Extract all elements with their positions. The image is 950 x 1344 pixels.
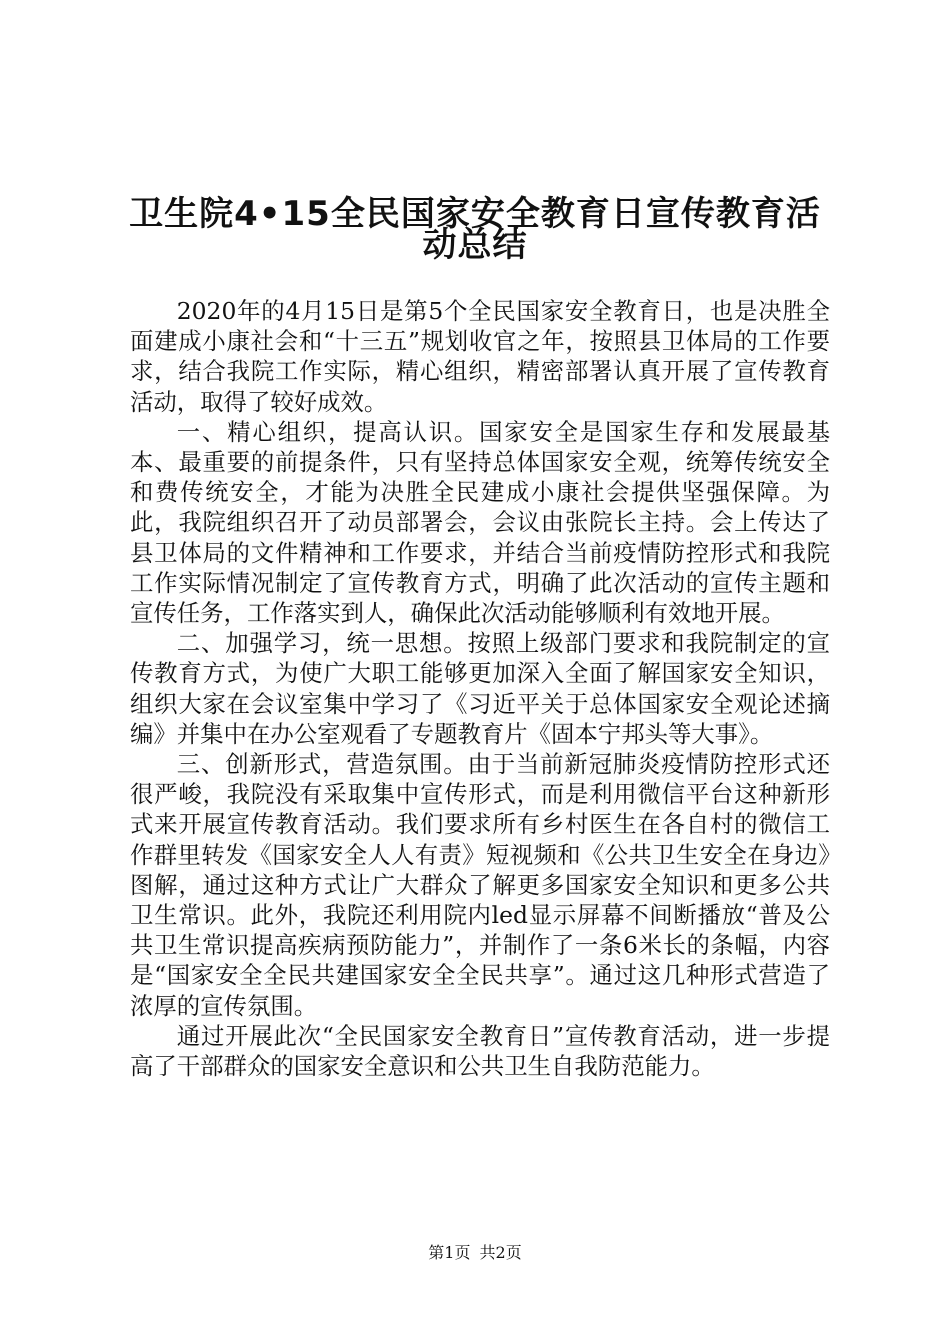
document-body [130,296,830,1081]
document-title-line2: 动总结 [422,225,528,265]
paragraph-intro: 2020年的4月15日是第5个全民国家安全教育日，也是决胜全面建成小康社会和“十三五”规划收官之年，按照县卫体局的工作要求，结合我院工作实际，精心组织，精密部署认真开展了宣传教育活动，取得了较好成效。 [130,297,830,416]
page-footer [0,1243,950,1263]
page-total: 共2页 [479,1243,522,1262]
paragraph-conclusion: 通过开展此次“全民国家安全教育日”宣传教育活动，进一步提高了干部群众的国家安全意识和公共卫生自我防范能力。 [130,1021,830,1081]
document-title-line1: 卫生院4•15全民国家安全教育日宣传教育活 [129,194,821,234]
paragraph-section-3: 三、创新形式，营造氛围。由于当前新冠肺炎疫情防控形式还很严峻，我院没有采取集中宣传形式，而是利用微信平台这种新形式来开展宣传教育活动。我们要求所有乡村医生在各自村的微信工作群里转发《国家安全人人有责》短视频和《公共卫生安全在身边》图解，通过这种方式让广大群众了解更多国家安全知识和更多公共卫生常识。此外，我院还利用院内led显示屏幕不间断播放“普及公共卫生常识提高疾病预防能力”，并制作了一条6米长的条幅，内容是“国家安全全民共建国家安全全民共享”。通过这几种形式营造了浓厚的宣传氛围。 [130,750,830,1020]
page-number: 第1页 [428,1243,471,1262]
paragraph-section-1: 一、精心组织，提高认识。国家安全是国家生存和发展最基本、最重要的前提条件，只有坚持总体国家安全观，统筹传统安全和费传统安全，才能为决胜全民建成小康社会提供坚强保障。为此，我院组织召开了动员部署会，会议由张院长主持。会上传达了县卫体局的文件精神和工作要求，并结合当前疫情防控形式和我院工作实际情况制定了宣传教育方式，明确了此次活动的宣传主题和宣传任务，工作落实到人，确保此次活动能够顺利有效地开展。 [130,417,830,628]
paragraph-section-2: 二、加强学习，统一思想。按照上级部门要求和我院制定的宣传教育方式，为使广大职工能够更加深入全面了解国家安全知识，组织大家在会议室集中学习了《习近平关于总体国家安全观论述摘编》并集中在办公室观看了专题教育片《固本宁邦头等大事》。 [130,629,830,748]
